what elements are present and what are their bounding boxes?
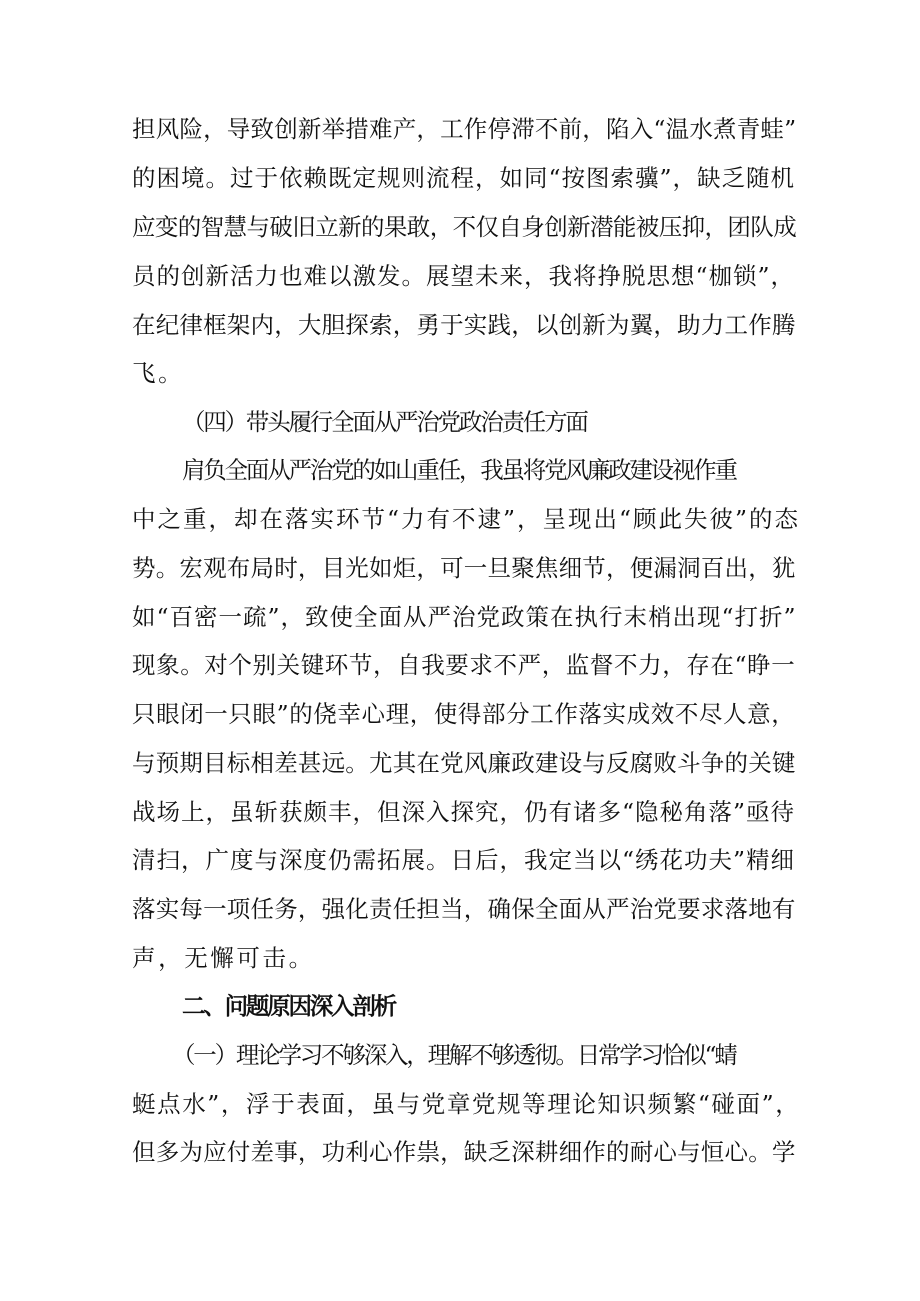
text-line: 中之重，却在落实环节“力有不逮”，呈现出“顾此失彼”的态 [132,505,801,533]
text-line: 现象。对个别关键环节，自我要求不严，监督不力，存在“睁一 [132,651,796,679]
text-line: 肩负全面从严治党的如山重任，我虽将党风廉政建设视作重 [182,456,736,484]
text-line: 清扫，广度与深度仍需拓展。日后，我定当以“绣花功夫”精细 [132,846,796,874]
text-line: 的困境。过于依赖既定规则流程，如同“按图索骥”，缺乏随机 [132,164,796,192]
text-line: 与预期目标相差甚远。尤其在党风廉政建设与反腐败斗争的关键 [132,749,796,777]
text-line: 势。宏观布局时，目光如炬，可一旦聚焦细节，便漏洞百出，犹 [132,554,796,582]
text-line: 战场上，虽斩获颇丰，但深入探究，仍有诸多“隐秘角落”亟待 [132,798,796,826]
text-line: 声，无懈可击。 [132,944,315,972]
text-line: 应变的智慧与破旧立新的果敢，不仅自身创新潜能被压抑，团队成 [132,213,797,241]
section-subheading: （四）带头履行全面从严治党政治责任方面 [182,408,587,436]
text-line: （一）理论学习不够深入，理解不够透彻。日常学习恰似“蜻 [172,1041,736,1069]
text-line: 飞。 [132,359,185,387]
section-heading: 二、问题原因深入剖析 [182,992,395,1020]
text-line: 在纪律框架内，大胆探索，勇于实践，以创新为翼，助力工作腾 [132,311,796,339]
text-line: 员的创新活力也难以激发。展望未来，我将挣脱思想“枷锁”， [132,262,796,290]
text-line: 担风险，导致创新举措难产，工作停滞不前，陷入“温水煮青蛙” [132,115,797,143]
text-line: 落实每一项任务，强化责任担当，确保全面从严治党要求落地有 [132,895,796,923]
text-line: 如“百密一疏”，致使全面从严治党政策在执行末梢出现“打折” [132,603,797,631]
text-line: 蜓点水”，浮于表面，虽与党章党规等理论知识频繁“碰面”， [132,1090,801,1118]
text-line: 但多为应付差事，功利心作祟，缺乏深耕细作的耐心与恒心。学 [132,1138,796,1166]
text-line: 只眼闭一只眼”的侥幸心理，使得部分工作落实成效不尽人意， [132,700,796,728]
